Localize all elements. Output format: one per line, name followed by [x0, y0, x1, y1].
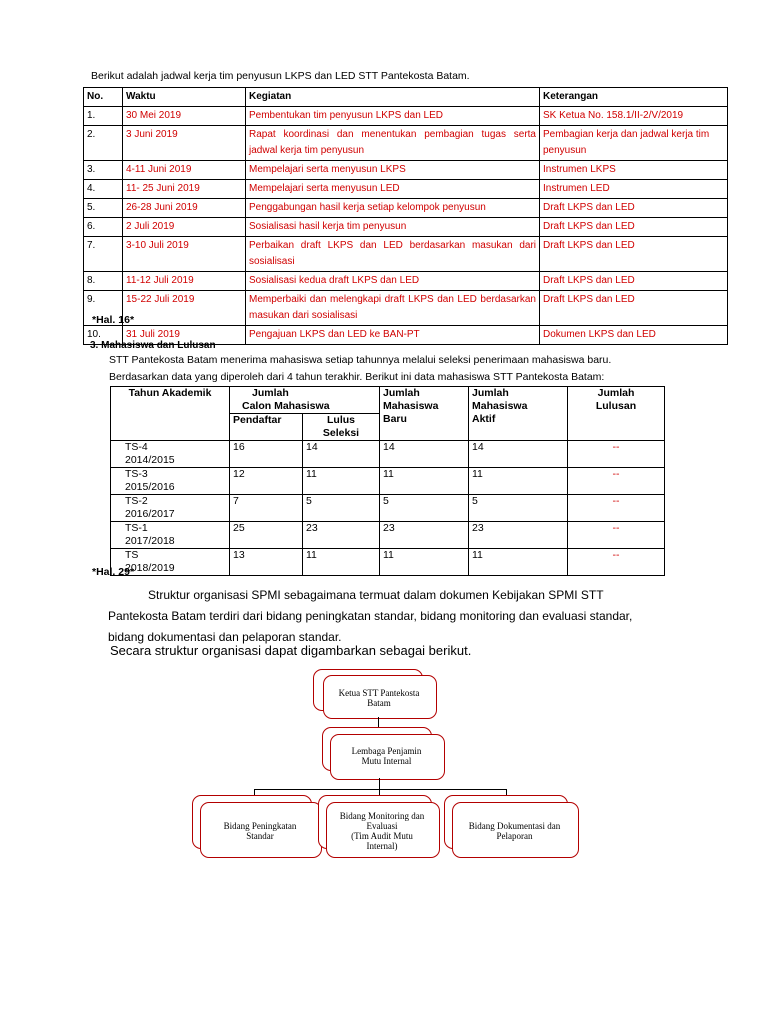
student-header-row-1	[111, 387, 665, 414]
page-ref-29: *Hal. 29*	[92, 566, 135, 578]
student-year-label: 2018/2019	[125, 562, 175, 574]
student-cell-lulus: 14	[303, 441, 380, 468]
org-label-ketua: Ketua STT Pantekosta Batam	[338, 688, 420, 708]
schedule-cell-kegiatan: Memperbaiki dan melengkapi draft LKPS dan LED berdasarkan masukan dari sosialisasi	[246, 291, 540, 326]
schedule-row	[84, 180, 728, 199]
student-cell-tahun	[111, 441, 230, 468]
student-year-label: 2015/2016	[125, 481, 175, 493]
student-cell-lulusan: --	[568, 495, 665, 522]
org-label-monitoring: Bidang Monitoring dan Evaluasi (Tim Audit Mutu Internal)	[339, 811, 425, 851]
schedule-cell-no: 5.	[84, 199, 123, 218]
schedule-cell-keterangan: SK Ketua No. 158.1/II-2/V/2019	[540, 107, 728, 126]
student-cell-baru: 5	[380, 495, 469, 522]
schedule-row	[84, 237, 728, 272]
student-cell-pendaftar: 16	[230, 441, 303, 468]
schedule-cell-kegiatan: Mempelajari serta menyusun LKPS	[246, 161, 540, 180]
schedule-cell-keterangan: Instrumen LKPS	[540, 161, 728, 180]
schedule-cell-kegiatan: Sosialisasi kedua draft LKPS dan LED	[246, 272, 540, 291]
student-intro-paragraph: STT Pantekosta Batam menerima mahasiswa setiap tahunnya melalui seleksi penerimaan mahasiswa baru. Berdasarkan data yang diperoleh dari 4 tahun terakhir. Berikut ini data mahasiswa STT Pantekosta Batam:	[109, 354, 612, 383]
schedule-row	[84, 161, 728, 180]
student-cell-aktif: 11	[469, 549, 568, 576]
page-ref-16: *Hal. 16*	[92, 314, 135, 326]
intro-text: Berikut adalah jadwal kerja tim penyusun LKPS dan LED STT Pantekosta Batam.	[91, 70, 470, 82]
spmi-line-3: bidang dokumentasi dan pelaporan standar.	[108, 630, 342, 644]
schedule-cell-keterangan: Draft LKPS dan LED	[540, 199, 728, 218]
schedule-cell-waktu: 2 Juli 2019	[123, 218, 246, 237]
student-table	[110, 386, 665, 576]
student-cell-lulusan: --	[568, 522, 665, 549]
student-cell-lulus: 5	[303, 495, 380, 522]
schedule-cell-waktu: 31 Juli 2019	[123, 326, 246, 345]
header-aktif: Jumlah Mahasiswa Aktif	[469, 387, 568, 441]
schedule-cell-no: 9.	[84, 291, 123, 326]
schedule-cell-keterangan: Draft LKPS dan LED	[540, 218, 728, 237]
org-label-peningkatan: Bidang Peningkatan Standar	[223, 821, 297, 841]
section-heading: 3. Mahasiswa dan Lulusan	[90, 340, 216, 351]
schedule-cell-kegiatan: Sosialisasi hasil kerja tim penyusun	[246, 218, 540, 237]
schedule-cell-waktu: 11- 25 Juni 2019	[123, 180, 246, 199]
student-cell-pendaftar: 7	[230, 495, 303, 522]
spmi-line-1: Struktur organisasi SPMI sebagaimana termuat dalam dokumen Kebijakan SPMI STT	[148, 588, 604, 602]
header-pendaftar: Pendaftar	[230, 414, 303, 441]
org-label-lpmi: Lembaga Penjamin Mutu Internal	[351, 746, 422, 766]
schedule-cell-waktu: 26-28 Juni 2019	[123, 199, 246, 218]
student-row	[111, 468, 665, 495]
schedule-row	[84, 272, 728, 291]
student-row	[111, 522, 665, 549]
header-calon: Jumlah Calon Mahasiswa	[230, 387, 380, 414]
schedule-cell-kegiatan: Rapat koordinasi dan menentukan pembagian tugas serta jadwal kerja tim penyusun	[246, 126, 540, 161]
header-lulus: Lulus Seleksi	[303, 414, 380, 441]
student-cell-pendaftar: 13	[230, 549, 303, 576]
student-year-label: 2014/2015	[125, 454, 175, 466]
schedule-row	[84, 291, 728, 326]
schedule-cell-no: 10.	[84, 326, 123, 345]
schedule-row	[84, 218, 728, 237]
header-baru: Jumlah Mahasiswa Baru	[380, 387, 469, 441]
schedule-row	[84, 107, 728, 126]
student-cell-aktif: 5	[469, 495, 568, 522]
schedule-cell-kegiatan: Penggabungan hasil kerja setiap kelompok penyusun	[246, 199, 540, 218]
student-row	[111, 495, 665, 522]
schedule-row	[84, 199, 728, 218]
schedule-cell-no: 3.	[84, 161, 123, 180]
student-year-label: 2017/2018	[125, 535, 175, 547]
header-kegiatan: Kegiatan	[246, 88, 540, 107]
schedule-cell-kegiatan: Pengajuan LKPS dan LED ke BAN-PT	[246, 326, 540, 345]
student-cell-aktif: 23	[469, 522, 568, 549]
header-waktu: Waktu	[123, 88, 246, 107]
schedule-row	[84, 126, 728, 161]
student-cell-baru: 23	[380, 522, 469, 549]
schedule-header-row	[84, 88, 728, 107]
student-cell-lulus: 23	[303, 522, 380, 549]
schedule-cell-no: 7.	[84, 237, 123, 272]
org-label-dokumentasi: Bidang Dokumentasi dan Pelaporan	[468, 821, 561, 841]
student-cell-pendaftar: 12	[230, 468, 303, 495]
schedule-cell-kegiatan: Mempelajari serta menyusun LED	[246, 180, 540, 199]
student-year-label: 2016/2017	[125, 508, 175, 520]
student-cell-baru: 11	[380, 549, 469, 576]
schedule-cell-waktu: 30 Mei 2019	[123, 107, 246, 126]
schedule-cell-waktu: 11-12 Juli 2019	[123, 272, 246, 291]
student-cell-lulus: 11	[303, 468, 380, 495]
schedule-cell-keterangan: Dokumen LKPS dan LED	[540, 326, 728, 345]
schedule-cell-kegiatan: Perbaikan draft LKPS dan LED berdasarkan masukan dari sosialisasi	[246, 237, 540, 272]
student-cell-aktif: 14	[469, 441, 568, 468]
schedule-cell-waktu: 15-22 Juli 2019	[123, 291, 246, 326]
student-cell-baru: 14	[380, 441, 469, 468]
student-cell-tahun	[111, 468, 230, 495]
spmi-line-2: Pantekosta Batam terdiri dari bidang peningkatan standar, bidang monitoring dan evaluasi standar,	[108, 609, 633, 623]
student-ts-label: TS-3	[125, 468, 148, 480]
student-cell-tahun	[111, 495, 230, 522]
schedule-cell-no: 6.	[84, 218, 123, 237]
student-cell-lulus: 11	[303, 549, 380, 576]
spmi-paragraph	[108, 585, 688, 648]
student-cell-lulusan: --	[568, 441, 665, 468]
schedule-cell-kegiatan: Pembentukan tim penyusun LKPS dan LED	[246, 107, 540, 126]
student-cell-lulusan: --	[568, 468, 665, 495]
student-row	[111, 441, 665, 468]
schedule-cell-keterangan: Draft LKPS dan LED	[540, 291, 728, 326]
schedule-table	[83, 87, 728, 345]
schedule-cell-keterangan: Instrumen LED	[540, 180, 728, 199]
schedule-cell-keterangan: Draft LKPS dan LED	[540, 237, 728, 272]
student-cell-tahun	[111, 522, 230, 549]
student-cell-lulusan: --	[568, 549, 665, 576]
schedule-cell-no: 4.	[84, 180, 123, 199]
student-ts-label: TS-2	[125, 495, 148, 507]
schedule-cell-keterangan: Draft LKPS dan LED	[540, 272, 728, 291]
schedule-cell-waktu: 4-11 Juni 2019	[123, 161, 246, 180]
schedule-cell-no: 8.	[84, 272, 123, 291]
student-cell-baru: 11	[380, 468, 469, 495]
header-keterangan: Keterangan	[540, 88, 728, 107]
header-tahun: Tahun Akademik	[111, 387, 230, 441]
student-cell-pendaftar: 25	[230, 522, 303, 549]
schedule-cell-keterangan: Pembagian kerja dan jadwal kerja tim penyusun	[540, 126, 728, 161]
student-ts-label: TS-1	[125, 522, 148, 534]
schedule-cell-no: 1.	[84, 107, 123, 126]
structure-caption: Secara struktur organisasi dapat digambarkan sebagai berikut.	[110, 643, 472, 658]
header-lulusan: Jumlah Lulusan	[568, 387, 665, 441]
student-ts-label: TS	[125, 549, 139, 561]
student-row	[111, 549, 665, 576]
schedule-cell-waktu: 3-10 Juli 2019	[123, 237, 246, 272]
schedule-cell-waktu: 3 Juni 2019	[123, 126, 246, 161]
header-no: No.	[84, 88, 123, 107]
schedule-cell-no: 2.	[84, 126, 123, 161]
student-cell-aktif: 11	[469, 468, 568, 495]
connector-line	[254, 789, 506, 790]
student-ts-label: TS-4	[125, 441, 148, 453]
